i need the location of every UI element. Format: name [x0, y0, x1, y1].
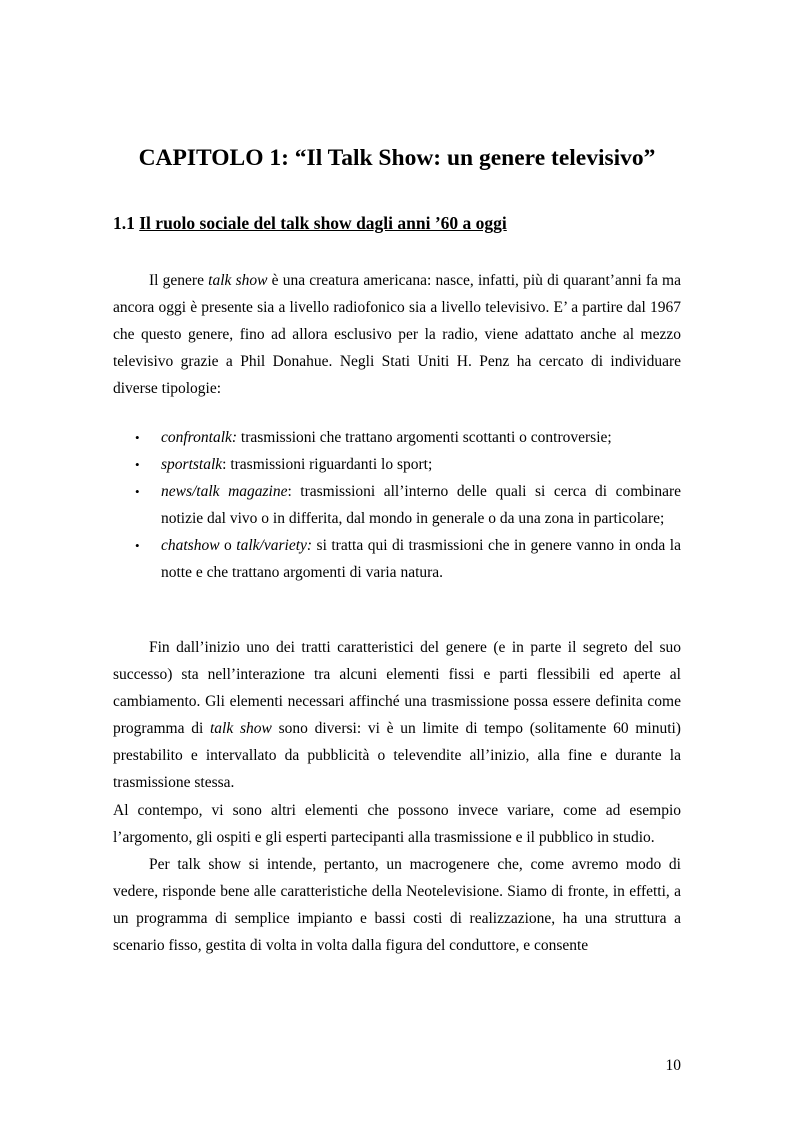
paragraph: [113, 634, 681, 797]
list-item-term: chatshow: [161, 537, 220, 555]
paragraph: Al contempo, vi sono altri elementi che possono invece variare, come ad esempio l’argomento, gli ospiti e gli esperti partecipanti alla trasmissione e il pubblico in studio.: [113, 801, 681, 846]
paragraph-text: Il genere: [149, 272, 209, 289]
paragraph-intro: [113, 267, 681, 402]
paragraph-italic-term: talk show: [208, 272, 268, 289]
bullet-icon: •: [135, 430, 140, 445]
paragraph-text: sono diversi: vi è un limite di tempo (solitamente 60 minuti) prestabilito e intervallato da pubblicità o televendite all’inizio, alla fine e durante la trasmissione stessa.: [113, 720, 681, 792]
list-item-term: confrontalk:: [161, 429, 238, 446]
list-item: [113, 478, 681, 532]
list-item-text: si tratta qui di trasmissioni che in genere vanno in onda la notte e che trattano argomenti di varia natura.: [161, 537, 681, 582]
paragraph-characteristics: [113, 634, 681, 959]
section-number: 1.1: [113, 213, 135, 233]
list-item: [113, 532, 681, 586]
paragraph-italic-term: talk show: [210, 720, 272, 738]
list-item: [113, 424, 681, 451]
paragraph-text: Per talk show si intende, pertanto, un macrogenere che, come avremo modo di vedere, risponde bene alle caratteristiche della Neotelevisione. Siamo di fronte, in effetti, a un programma di semplice impianto e bassi costi di realizzazione, ha una struttura a scenario fisso, gestita di volta in volta dalla figura del conduttore, e consente: [113, 855, 681, 955]
list-item-term: talk/variety:: [236, 537, 313, 555]
section-heading: [113, 210, 507, 236]
page-number: 10: [665, 1057, 681, 1074]
list-item-connector: o: [219, 537, 237, 555]
bullet-icon: •: [135, 484, 140, 500]
list-item: [113, 451, 681, 478]
bullet-icon: •: [135, 538, 140, 554]
talk-show-types-list: [113, 424, 681, 587]
paragraph-text: è una creatura americana: nasce, infatti, più di quarant’anni fa ma ancora oggi è presente sia a livello radiofonico sia a livello televisivo. E’ a partire dal 1967 che questo genere, fino ad allora esclusivo per la radio, viene adattato anche al mezzo televisivo grazie a Phil Donahue. Negli Stati Uniti H. Penz ha cercato di individuare diverse tipologie:: [113, 272, 681, 398]
list-item-text: trasmissioni che trattano argomenti scottanti o controversie;: [237, 429, 612, 446]
list-item-text: : trasmissioni riguardanti lo sport;: [222, 456, 433, 474]
list-item-term: sportstalk: [161, 456, 223, 474]
section-title: Il ruolo sociale del talk show dagli anni ’60 a oggi: [139, 213, 507, 233]
paragraph: [113, 851, 681, 959]
list-item-term: news/talk magazine: [161, 483, 288, 501]
paragraph-text: Fin dall’inizio uno dei tratti caratteristici del genere (e in parte il segreto del suo successo) sta nell’interazione tra alcuni elementi fissi e parti flessibili ed aperte al cambiamento. Gli elementi necessari affinché una trasmissione possa essere definita come programma di: [113, 639, 681, 738]
list-item-text: : trasmissioni all’interno delle quali si cerca di combinare notizie dal vivo o in differita, dal mondo in generale o da una zona in particolare;: [161, 483, 681, 528]
chapter-title: CAPITOLO 1: “Il Talk Show: un genere televisivo”: [138, 145, 656, 171]
bullet-icon: •: [135, 457, 140, 473]
